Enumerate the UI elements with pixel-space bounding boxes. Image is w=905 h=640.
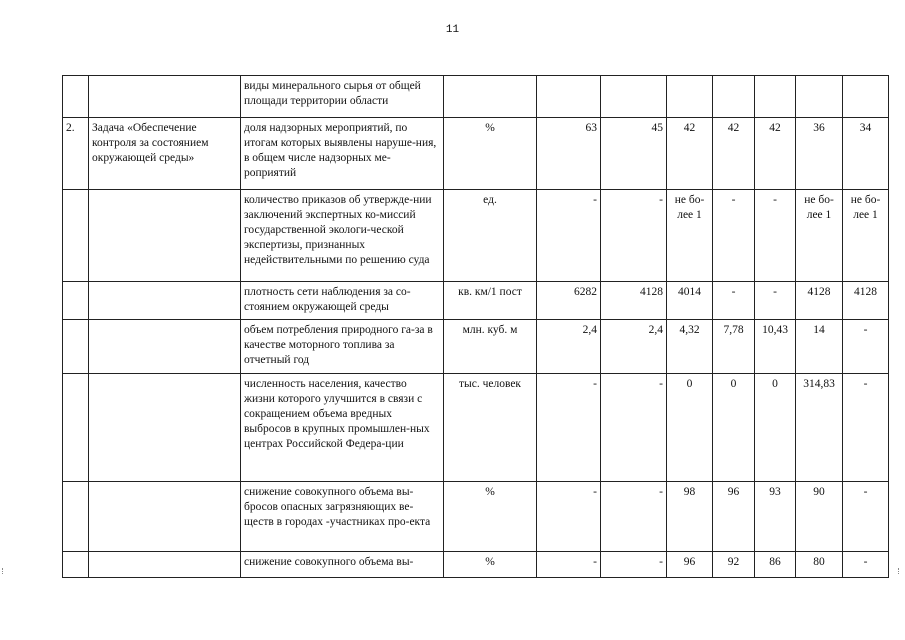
unit-cell: ед. <box>444 190 537 282</box>
scan-edge-mark-left <box>2 568 7 574</box>
value-cell: 0 <box>667 374 713 482</box>
value-cell: 4128 <box>796 282 843 320</box>
unit-cell: млн. куб. м <box>444 320 537 374</box>
value-cell: - <box>843 374 889 482</box>
value-cell: - <box>537 552 601 578</box>
table-row <box>63 482 889 552</box>
value-cell: 36 <box>796 118 843 190</box>
value-cell: 6282 <box>537 282 601 320</box>
table-row <box>63 76 889 118</box>
row-number-cell <box>63 374 89 482</box>
indicator-cell: плотность сети наблюдения за со-стоянием окружающей среды <box>241 282 444 320</box>
table-row <box>63 320 889 374</box>
value-cell: 63 <box>537 118 601 190</box>
value-cell: - <box>601 374 667 482</box>
table-row <box>63 282 889 320</box>
row-number-cell <box>63 482 89 552</box>
row-number-cell <box>63 190 89 282</box>
table-row <box>63 374 889 482</box>
value-cell: 45 <box>601 118 667 190</box>
value-cell <box>601 76 667 118</box>
value-cell: - <box>843 482 889 552</box>
value-cell: 0 <box>713 374 755 482</box>
value-cell <box>843 76 889 118</box>
value-cell: 92 <box>713 552 755 578</box>
value-cell: - <box>843 552 889 578</box>
value-cell: 93 <box>755 482 796 552</box>
indicators-table <box>62 75 889 578</box>
value-cell: не бо-лее 1 <box>667 190 713 282</box>
value-cell: 7,78 <box>713 320 755 374</box>
unit-cell: % <box>444 118 537 190</box>
value-cell: 10,43 <box>755 320 796 374</box>
value-cell: - <box>601 552 667 578</box>
task-cell <box>89 482 241 552</box>
value-cell: 42 <box>713 118 755 190</box>
value-cell <box>755 76 796 118</box>
row-number-cell <box>63 282 89 320</box>
value-cell: 2,4 <box>537 320 601 374</box>
indicator-cell: количество приказов об утвержде-нии заключений экспертных ко-миссий государственной экологи-ческой экспертизы, признанных недействительными по решению суда <box>241 190 444 282</box>
value-cell <box>667 76 713 118</box>
scan-edge-mark-right <box>898 568 903 574</box>
task-cell <box>89 374 241 482</box>
value-cell: - <box>601 482 667 552</box>
value-cell: 96 <box>667 552 713 578</box>
unit-cell: тыс. человек <box>444 374 537 482</box>
task-cell: Задача «Обеспечение контроля за состоянием окружающей среды» <box>89 118 241 190</box>
value-cell: - <box>755 190 796 282</box>
indicator-cell: виды минерального сырья от общей площади территории области <box>241 76 444 118</box>
table-row <box>63 118 889 190</box>
value-cell: 4128 <box>601 282 667 320</box>
value-cell: 314,83 <box>796 374 843 482</box>
value-cell: - <box>713 282 755 320</box>
value-cell: 42 <box>755 118 796 190</box>
value-cell <box>713 76 755 118</box>
unit-cell: % <box>444 482 537 552</box>
table-body <box>63 76 889 578</box>
task-cell <box>89 552 241 578</box>
value-cell: 14 <box>796 320 843 374</box>
value-cell: 96 <box>713 482 755 552</box>
task-cell <box>89 282 241 320</box>
value-cell: 80 <box>796 552 843 578</box>
value-cell: 4,32 <box>667 320 713 374</box>
task-cell <box>89 320 241 374</box>
value-cell: 4014 <box>667 282 713 320</box>
value-cell: - <box>843 320 889 374</box>
unit-cell <box>444 76 537 118</box>
value-cell <box>537 76 601 118</box>
row-number-cell <box>63 76 89 118</box>
value-cell: - <box>713 190 755 282</box>
row-number-cell: 2. <box>63 118 89 190</box>
value-cell: не бо-лее 1 <box>796 190 843 282</box>
value-cell: 86 <box>755 552 796 578</box>
value-cell: 0 <box>755 374 796 482</box>
row-number-cell <box>63 320 89 374</box>
indicator-cell: доля надзорных мероприятий, по итогам которых выявлены наруше-ния, в общем числе надзорных ме-роприятий <box>241 118 444 190</box>
indicator-cell: объем потребления природного га-за в качестве моторного топлива за отчетный год <box>241 320 444 374</box>
value-cell: 2,4 <box>601 320 667 374</box>
indicator-cell: численность населения, качество жизни которого улучшится в связи с сокращением объема вредных выбросов в крупных промышлен-ных центрах Российской Федера-ции <box>241 374 444 482</box>
value-cell: 42 <box>667 118 713 190</box>
value-cell <box>796 76 843 118</box>
value-cell: - <box>537 482 601 552</box>
value-cell: - <box>537 374 601 482</box>
row-number-cell <box>63 552 89 578</box>
indicator-cell: снижение совокупного объема вы- <box>241 552 444 578</box>
value-cell: 90 <box>796 482 843 552</box>
page-number: 11 <box>445 24 460 36</box>
value-cell: - <box>601 190 667 282</box>
value-cell: не бо-лее 1 <box>843 190 889 282</box>
value-cell: 98 <box>667 482 713 552</box>
value-cell: 34 <box>843 118 889 190</box>
table-row <box>63 552 889 578</box>
value-cell: - <box>537 190 601 282</box>
task-cell <box>89 190 241 282</box>
unit-cell: % <box>444 552 537 578</box>
value-cell: - <box>755 282 796 320</box>
value-cell: 4128 <box>843 282 889 320</box>
indicator-cell: снижение совокупного объема вы-бросов опасных загрязняющих ве-ществ в городах -участниках про-екта <box>241 482 444 552</box>
task-cell <box>89 76 241 118</box>
unit-cell: кв. км/1 пост <box>444 282 537 320</box>
table-row <box>63 190 889 282</box>
